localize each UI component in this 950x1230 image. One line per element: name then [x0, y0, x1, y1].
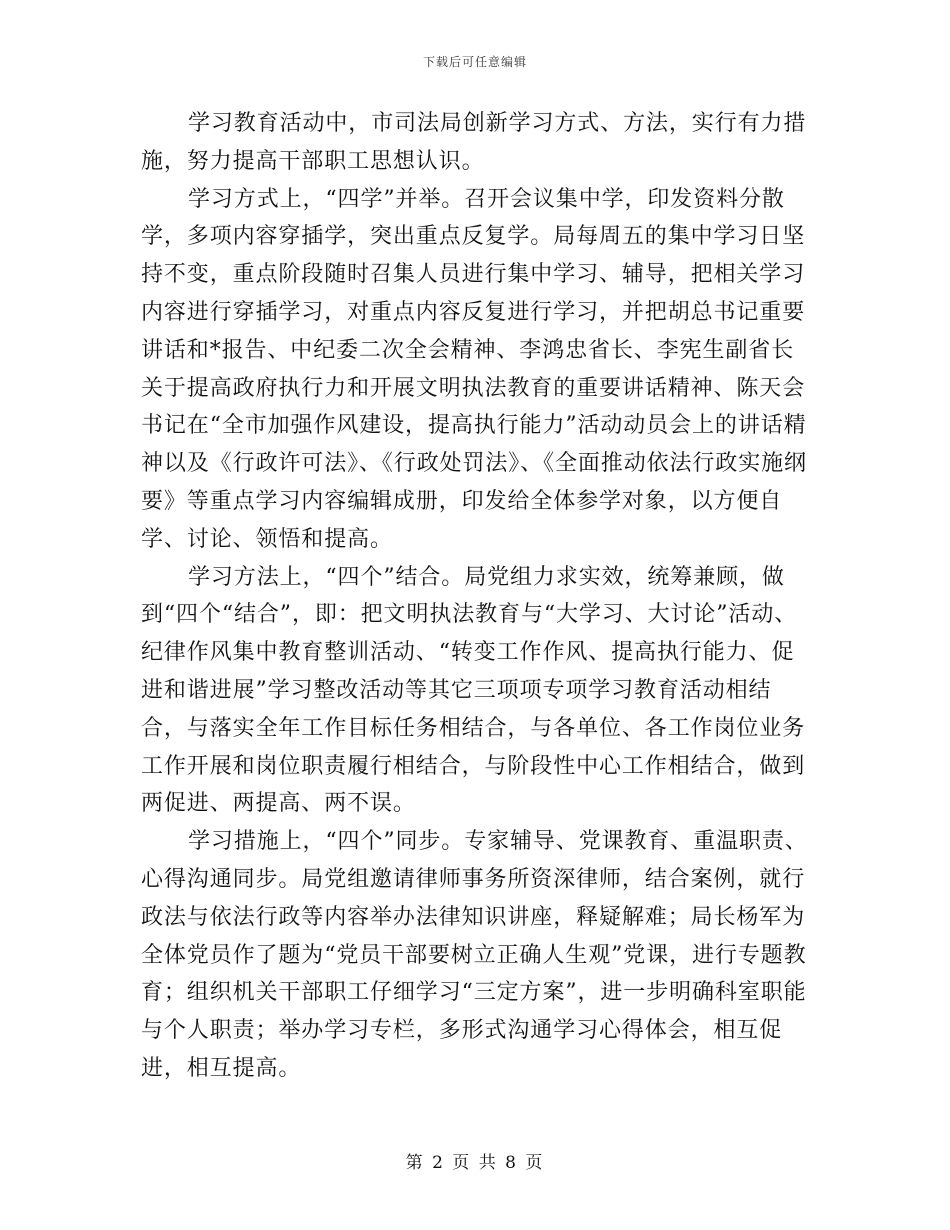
paragraph-study-mode: 学习方式上，“四学”并举。召开会议集中学，印发资料分散学，多项内容穿插学，突出重点反复学。局每周五的集中学习日坚持不变，重点阶段随时召集人员进行集中学习、辅导，把相关学习内容进行穿插学习，对重点内容反复进行学习，并把胡总书记重要讲话和*报告、中纪委二次全会精神、李鸿忠省长、李宪生副省长关于提高政府执行力和开展文明执法教育的重要讲话精神、陈天会书记在“全市加强作风建设，提高执行能力”活动动员会上的讲话精神以及《行政许可法》、《行政处罚法》、《全面推动依法行政实施纲要》等重点学习内容编辑成册，印发给全体参学对象，以方便自学、讨论、领悟和提高。 [141, 186, 807, 552]
page-header: 下载后可任意编辑 [422, 55, 527, 69]
paragraph-intro: 学习教育活动中，市司法局创新学习方式、方法，实行有力措施，努力提高干部职工思想认识。 [141, 111, 807, 174]
paragraph-study-measures: 学习措施上，“四个”同步。专家辅导、党课教育、重温职责、心得沟通同步。局党组邀请律师事务所资深律师，结合案例，就行政法与依法行政等内容举办法律知识讲座，释疑解难；局长杨军为全体党员作了题为“党员干部要树立正确人生观”党课，进行专题教育；组织机关干部职工仔细学习“三定方案”，进一步明确科室职能与个人职责；举办学习专栏，多形式沟通学习心得体会，相互促进，相互提高。 [141, 829, 808, 1081]
page-footer: 第 2 页 共 8 页 [405, 1153, 545, 1173]
document-body [141, 105, 809, 1088]
paragraph-study-method: 学习方法上，“四个”结合。局党组力求实效，统筹兼顾，做到“四个“结合”，即：把文明执法教育与“大学习、大讨论”活动、纪律作风集中教育整训活动、“转变工作作风、提高执行能力、促进和谐进展”学习整改活动等其它三项项专项学习教育活动相结合，与落实全年工作目标任务相结合，与各单位、各工作岗位业务工作开展和岗位职责履行相结合，与阶段性中心工作相结合，做到两促进、两提高、两不误。 [141, 564, 806, 817]
